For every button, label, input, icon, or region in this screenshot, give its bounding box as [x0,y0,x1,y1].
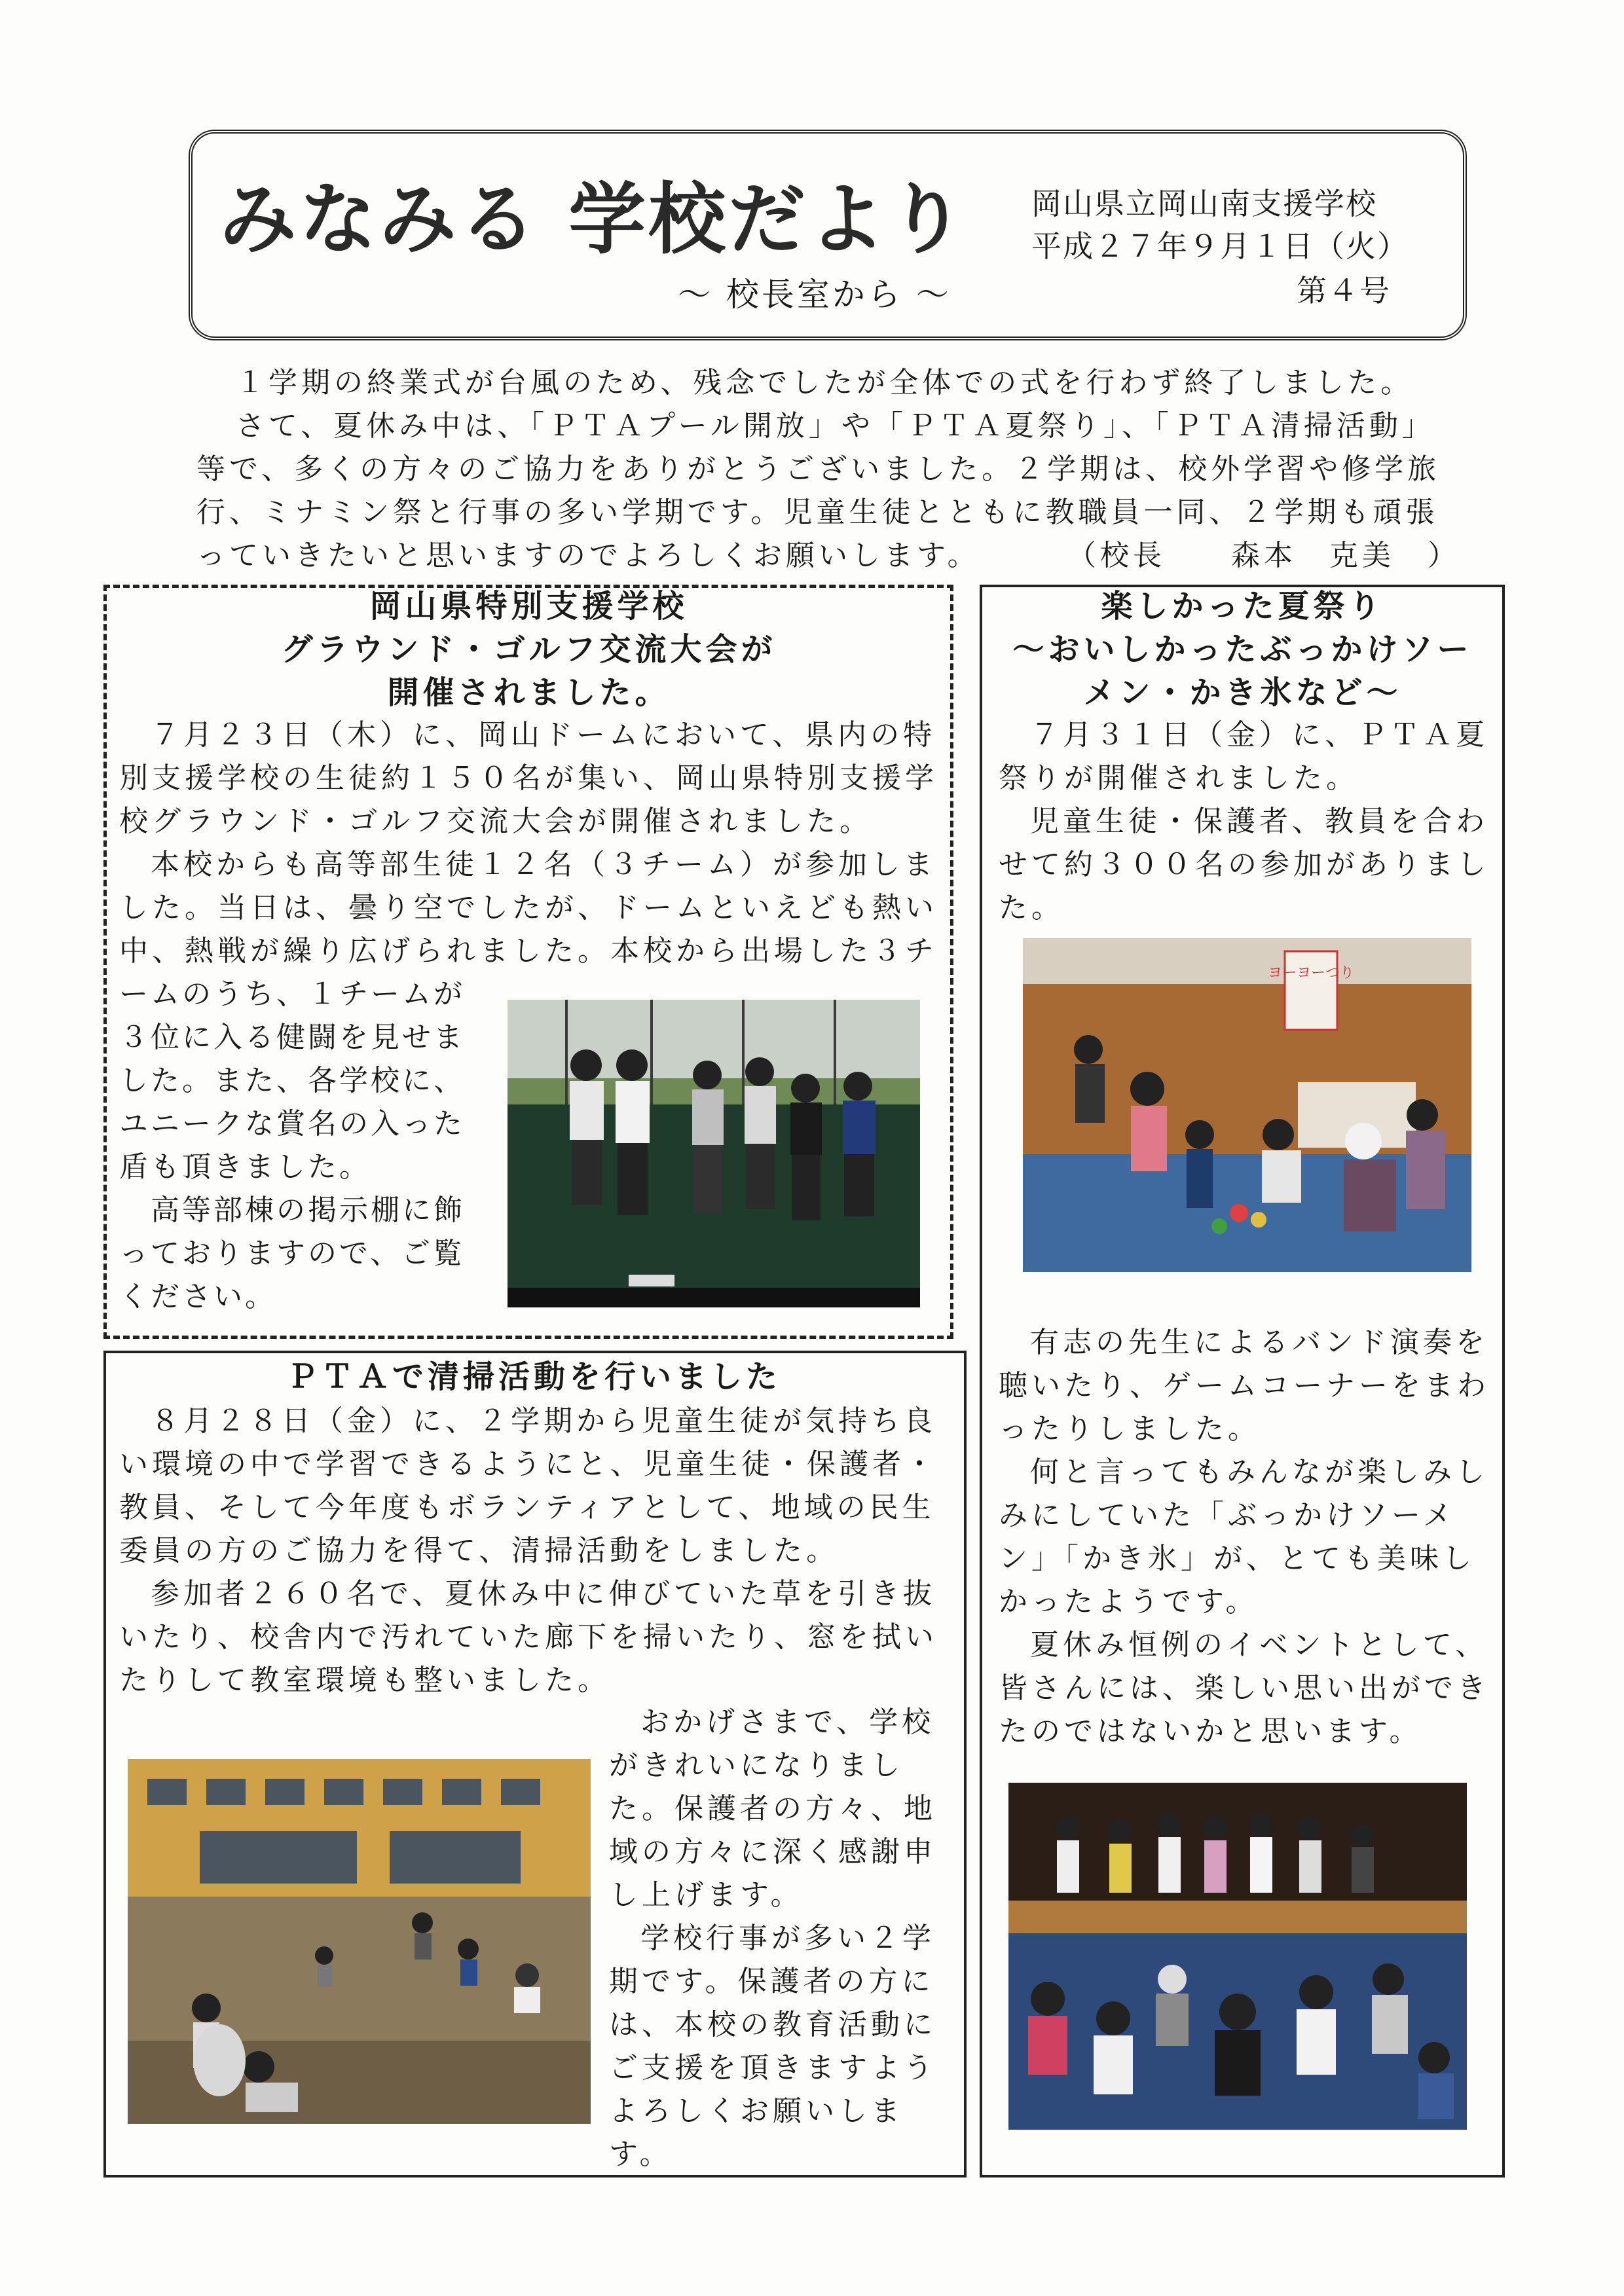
festival-paragraph-1: ７月３１日（金）に、ＰＴＡ夏祭りが開催されました。 [999,718,1488,795]
newsletter-subtitle: ～ 校長室から ～ [678,276,951,314]
golf-paragraph-3: 高等部棟の掲示棚に飾っておりますので、ご覧ください。 [119,1194,465,1313]
golf-paragraph-2-continued: ームのうち、１チームが３位に入る健闘を見せました。また、各学校に、ユニークな賞名の入った盾も頂きました。 [119,977,465,1184]
intro-paragraph-1: １学期の終業式が台風のため、残念でしたが全体での式を行わず終了しました。 [236,366,1414,399]
festival-paragraph-4: 何と言ってもみんなが楽しみしみにしていた「ぶっかけソーメン」「かき氷」が、とても美味しかったようです。 [999,1455,1488,1618]
cleanup-paragraph-2: 参加者２６０名で、夏休み中に伸びていた草を引き抜いたり、校舎内で汚れていた廊下を掃いたり、窓を拭いたりして教室環境も整いました。 [119,1577,938,1697]
school-name: 岡山県立岡山南支援学校 [1031,186,1377,221]
issue-number: 第４号 [1297,273,1391,308]
festival-game-photo [1023,938,1471,1272]
festival-heading-line-2: ～おいしかったぶっかけソー [1012,631,1473,668]
festival-article-body-top [999,714,1496,930]
cleanup-paragraph-4: 学校行事が多い２学期です。保護者の方には、本校の教育活動にご支援を頂きますようよろしくお願いします。 [609,1922,936,2171]
cleanup-paragraph-1: ８月２８日（金）に、２学期から児童生徒が気持ち良い環境の中で学習できるようにと、児童生徒・保護者・教員、そして今年度もボランティアとして、地域の民生委員の方のご協力を得て、清掃活動をしました。 [119,1404,938,1567]
principal-signature: （校長 森本 克美 ） [1067,539,1460,572]
yoyo-sign: ヨーヨーつり [1267,965,1355,981]
golf-heading-line-3: 開催されました。 [387,674,671,711]
golf-heading-line-2: グラウンド・ゴルフ交流大会が [281,631,777,668]
principal-message [196,361,1460,577]
cleanup-article-side-text [609,1701,953,2176]
golf-heading-line-1: 岡山県特別支援学校 [369,588,688,625]
cleanup-article-heading [111,1355,956,1398]
golf-article-heading [118,585,940,714]
newsletter-title: みなみる 学校だより [219,174,969,264]
issue-date: 平成２７年９月１日（火） [1031,228,1409,264]
festival-paragraph-3: 有志の先生によるバンド演奏を聴いたり、ゲームコーナーをまわったりしました。 [999,1326,1490,1446]
festival-heading-line-3: メン・かき氷など～ [1083,674,1402,711]
festival-article-body-bottom [999,1321,1496,1753]
cleanup-activity-photo [128,1759,591,2124]
festival-paragraph-2: 児童生徒・保護者、教員を合わせて約３００名の参加がありました。 [999,805,1490,924]
festival-article-heading [989,585,1496,714]
golf-article-body [119,714,941,973]
festival-paragraph-5: 夏休み恒例のイベントとして、皆さんには、楽しい思い出ができたのではないかと思います。 [999,1628,1490,1748]
golf-paragraph-2: 本校からも高等部生徒１２名（３チーム）が参加しました。当日は、曇り空でしたが、ドームといえども熱い中、熱戦が繰り広げられました。本校から出場した３チ [119,848,938,968]
cleanup-article-body [119,1400,951,1702]
cleanup-paragraph-3: おかげさまで、学校がきれいになりました。保護者の方々、地域の方々に深く感謝申し上げます。 [609,1705,936,1912]
golf-article-side-text [119,973,486,1319]
intro-paragraph-2: さて、夏休み中は、「ＰＴＡプール開放」や「ＰＴＡ夏祭り」、「ＰＴＡ清掃活動」等で、多くの方々のご協力をありがとうございました。２学期は、校外学習や修学旅行、ミナミン祭と行事の多い学期です。児童生徒とともに教職員一同、２学期も頑張っていきたいと思いますのでよろしくお願いします。 [196,409,1441,572]
golf-paragraph-1: ７月２３日（木）に、岡山ドームにおいて、県内の特別支援学校の生徒約１５０名が集い、岡山県特別支援学校グラウンド・ゴルフ交流大会が開催されました。 [119,718,938,838]
festival-heading-line-1: 楽しかった夏祭り [1101,588,1384,625]
festival-band-photo [1008,1783,1467,2130]
cleanup-heading-title: ＰＴＡで清掃活動を行いました [286,1358,781,1395]
golf-team-photo [507,1000,920,1307]
